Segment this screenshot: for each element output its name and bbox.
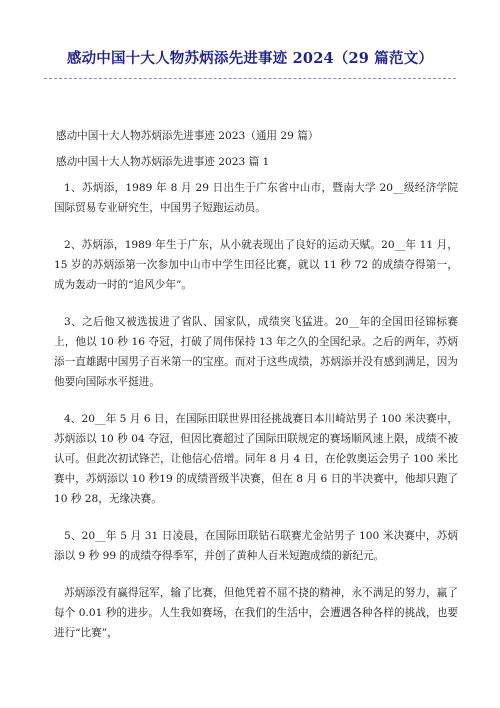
title-divider — [44, 78, 456, 79]
paragraph-3: 3、之后他又被选拔进了省队、国家队，成绩突飞猛进。20__年的全国田径锦标赛上，他以 10 秒 16 夺冠，打破了周伟保持 13 年之久的全国纪录。之后的两年，苏炳添一直雄踞中国男子百米第一的宝座。而对于这些成绩，苏炳添并没有感到满足，因为他要向国际水平挺进。 — [54, 316, 458, 388]
document-title: 感动中国十大人物苏炳添先进事迹 2024（29 篇范文） — [66, 50, 434, 67]
paragraph-1: 1、苏炳添，1989 年 8 月 29 日出生于广东省中山市，暨南大学 20__级经济学院国际贸易专业研究生，中国男子短跑运动员。 — [54, 182, 458, 214]
paragraph-5: 5、20__年 5 月 31 日凌晨，在国际田联钻石联赛尤金站男子 100 米决赛中，苏炳添以 9 秒 99 的成绩夺得季军，并创了黄种人百米短跑成绩的新纪元。 — [54, 530, 458, 562]
paragraph-4: 4、20__年 5 月 6 日，在国际田联世界田径挑战赛日本川崎站男子 100 米决赛中，苏炳添以 10 秒 04 夺冠，但因比赛超过了国际田联规定的赛场顺风速上限，成绩不被认可。但此次初试锋芒，让他信心倍增。同年 8 月 4 日，在伦敦奥运会男子 100 米比赛中，苏炳添以 10 秒19 的成绩晋级半决赛，但在 8 月 6 日的半决赛中，他却只跑了 10 秒 28，无缘决赛。 — [54, 413, 458, 505]
paragraph-2: 2、苏炳添，1989 年生于广东，从小就表现出了良好的运动天赋。20__年 11 月，15 岁的苏炳添第一次参加中山市中学生田径比赛，就以 11 秒 72 的成绩夺得第一，成为轰动一时的“追风少年”。 — [54, 239, 458, 291]
document-subtitle: 感动中国十大人物苏炳添先进事迹 2023（通用 29 篇） — [56, 130, 319, 142]
document-body — [54, 126, 458, 643]
paragraph-6: 苏炳添没有赢得冠军，输了比赛，但他凭着不屈不挠的精神，永不满足的努力，赢了每个 0.01 秒的进步。人生我如赛场，在我们的生活中，会遭遇各种各样的挑战，也要进行“比赛”， — [54, 587, 458, 639]
section-heading: 感动中国十大人物苏炳添先进事迹 2023 篇 1 — [56, 156, 270, 168]
